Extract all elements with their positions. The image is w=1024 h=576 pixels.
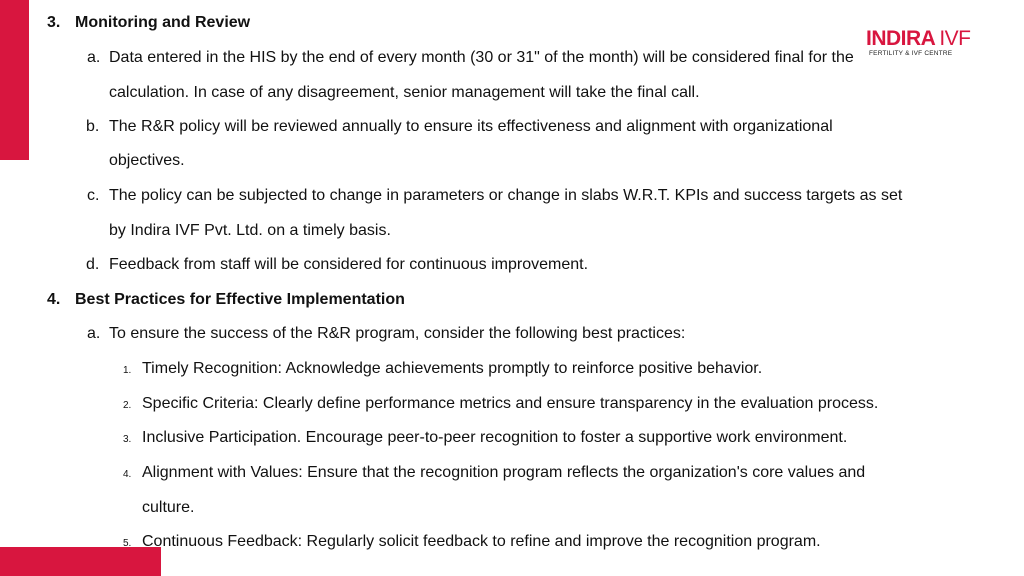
logo-wordmark — [866, 28, 971, 50]
section-3-item-a-line-2: calculation. In case of any disagreement, senior management will take the final call. — [109, 84, 700, 101]
section-3-item-a-line-1: Data entered in the HIS by the end of every month (30 or 31" of the month) will be considered final for the — [109, 49, 854, 66]
practice-3-text: Inclusive Participation. Encourage peer-to-peer recognition to foster a supportive work environment. — [142, 429, 848, 446]
logo-brand-name: INDIRA — [866, 27, 936, 50]
section-3-item-d-marker: d. — [86, 256, 100, 273]
practice-4-line-1: Alignment with Values: Ensure that the recognition program reflects the organization's core values and — [142, 464, 866, 481]
logo-tagline: FERTILITY & IVF CENTRE — [869, 50, 953, 57]
section-3-item-b-marker: b. — [86, 118, 100, 135]
section-3-number: 3. — [47, 14, 61, 31]
accent-bar-bottom — [0, 547, 161, 576]
practice-2-marker: 2. — [123, 400, 132, 411]
section-3-item-b-line-2: objectives. — [109, 152, 185, 169]
section-4-item-a-marker: a. — [87, 325, 101, 342]
logo-brand-suffix: IVF — [939, 27, 971, 50]
practice-4-marker: 4. — [123, 469, 132, 480]
practice-2-text: Specific Criteria: Clearly define performance metrics and ensure transparency in the evaluation process. — [142, 395, 879, 412]
practice-5-marker: 5. — [123, 538, 132, 549]
practice-4-line-2: culture. — [142, 499, 195, 516]
practice-1-text: Timely Recognition: Acknowledge achievements promptly to reinforce positive behavior. — [142, 360, 763, 377]
section-3-item-c-line-1: The policy can be subjected to change in parameters or change in slabs W.R.T. KPIs and success targets as set — [109, 187, 903, 204]
practice-5-text: Continuous Feedback: Regularly solicit feedback to refine and improve the recognition program. — [142, 533, 821, 550]
section-4-title: Best Practices for Effective Implementation — [75, 291, 405, 308]
section-3-item-c-marker: c. — [87, 187, 100, 204]
practice-3-marker: 3. — [123, 434, 132, 445]
practice-1-marker: 1. — [123, 365, 132, 376]
section-3-title: Monitoring and Review — [75, 14, 251, 31]
section-3-item-c-line-2: by Indira IVF Pvt. Ltd. on a timely basis. — [109, 222, 391, 239]
section-3-item-b-line-1: The R&R policy will be reviewed annually to ensure its effectiveness and alignment with organizational — [109, 118, 833, 135]
section-4-number: 4. — [47, 291, 61, 308]
accent-bar-left — [0, 0, 29, 160]
brand-logo — [866, 28, 992, 60]
section-3-item-a-marker: a. — [87, 49, 101, 66]
section-4-item-a-text: To ensure the success of the R&R program, consider the following best practices: — [109, 325, 686, 342]
section-3-item-d-line-1: Feedback from staff will be considered for continuous improvement. — [109, 256, 589, 273]
